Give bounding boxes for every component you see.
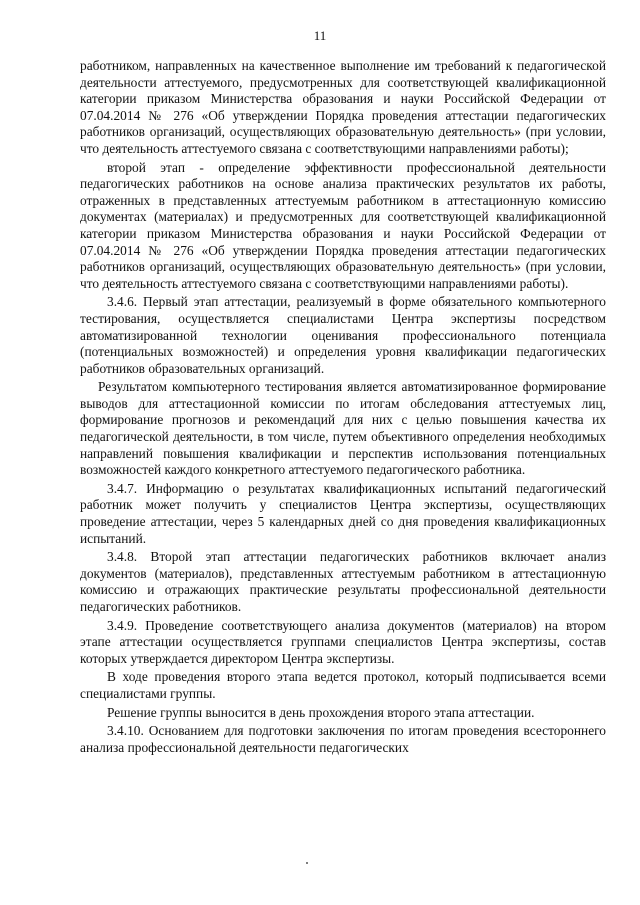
- paragraph-3-4-6: 3.4.6. Первый этап аттестации, реализуемый в форме обязательного компьютерного тестирования, осуществляется специалистами Центра экспертизы посредством автоматизированной технологии оценивания профессионального потенциала (потенциальных возможностей) и определения уровня квалификации педагогических работников образовательных организаций.: [80, 294, 606, 376]
- document-body: [80, 58, 606, 758]
- paragraph-second-stage: второй этап - определение эффективности профессиональной деятельности педагогических работников на основе анализа практических результатов их работы, отраженных в представленных аттестуемым работником в аттестационную комиссию документах (материалах) и предусмотренных для соответствующей квалификационной категории приказом Министерства образования и науки Российской Федерации от 07.04.2014 № 276 «Об утверждении Порядка проведения аттестации педагогических работников организаций, осуществляющих образовательную деятельность» (при условии, что деятельность аттестуемого связана с соответствующими направлениями работы).: [80, 159, 606, 291]
- paragraph-protocol: В ходе проведения второго этапа ведется протокол, который подписывается всеми специалистами группы.: [80, 669, 606, 701]
- paragraph-3-4-8: 3.4.8. Второй этап аттестации педагогических работников включает анализ документов (материалов), представленных аттестуемым работником в аттестационную комиссию и отражающих практические результаты профессиональной деятельности педагогических работников.: [80, 549, 606, 614]
- page-number: 11: [313, 28, 327, 43]
- paragraph-3-4-9: 3.4.9. Проведение соответствующего анализа документов (материалов) на втором этапе аттестации осуществляется группами специалистов Центра экспертизы, состав которых утверждается директором Центра экспертизы.: [80, 617, 606, 666]
- paragraph-continuation: работником, направленных на качественное выполнение им требований к педагогической деятельности аттестуемого, предусмотренных для соответствующей квалификационной категории приказом Министерства образования и науки Российской Федерации от 07.04.2014 № 276 «Об утверждении Порядка проведения аттестации педагогических работников организаций, осуществляющих образовательную деятельность» (при условии, что деятельность аттестуемого связана с соответствующими направлениями работы);: [80, 58, 606, 156]
- paragraph-3-4-10: 3.4.10. Основанием для подготовки заключения по итогам проведения всестороннего анализа профессиональной деятельности педагогических: [80, 723, 606, 755]
- paragraph-decision: Решение группы выносится в день прохождения второго этапа аттестации.: [107, 704, 535, 720]
- paragraph-testing-result: Результатом компьютерного тестирования является автоматизированное формирование выводов для аттестационной комиссии по итогам обследования аттестуемых лиц, формирование прогнозов и рекомендаций для них с целью повышения качества их педагогической деятельности, в том числе, путем объективного определения необходимых направлений повышения квалификации и перспектив использования потенциальных возможностей каждого конкретного аттестуемого педагогического работника.: [80, 379, 606, 478]
- paragraph-3-4-7: 3.4.7. Информацию о результатах квалификационных испытаний педагогический работник может получить у специалистов Центра экспертизы, осуществляющих проведение аттестации, через 5 календарных дней со дня проведения квалификационных испытаний.: [80, 480, 606, 546]
- scan-speck: [306, 862, 308, 864]
